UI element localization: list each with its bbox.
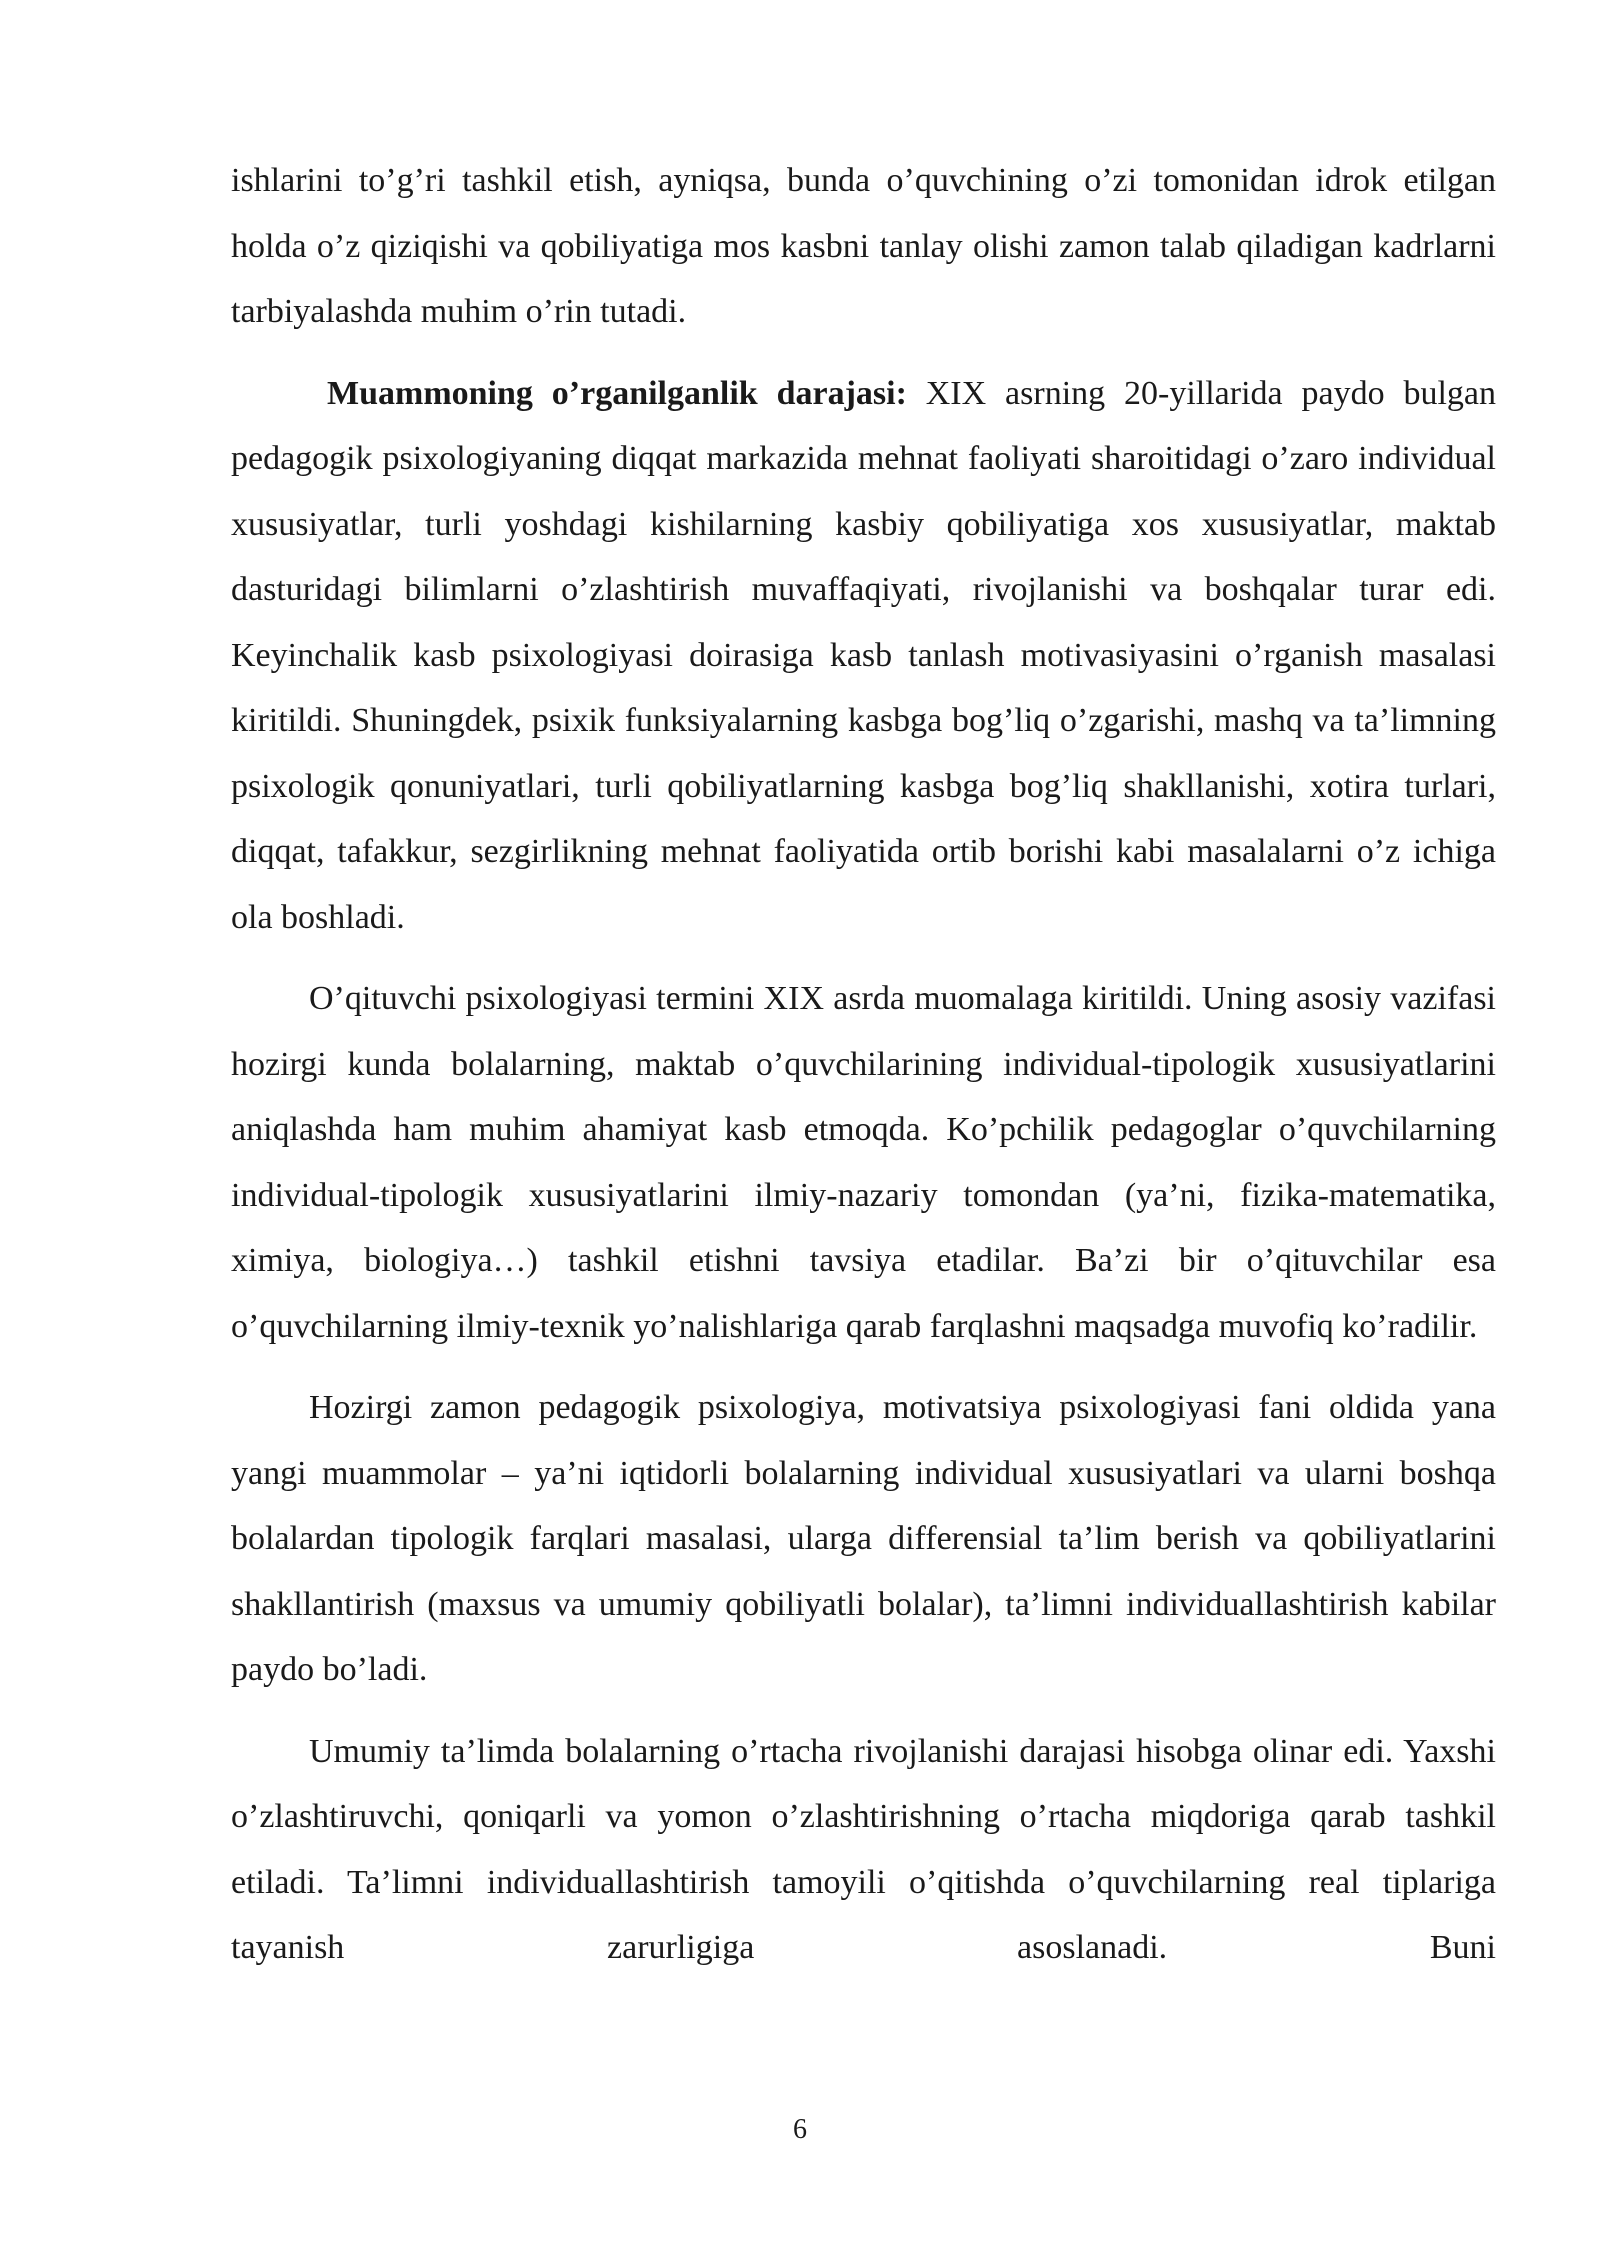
document-body [231,148,1496,1981]
paragraph-1 [231,148,1496,345]
page-number: 6 [793,2114,807,2145]
paragraph-3-text: O’qituvchi psixologiyasi termini XIX asrda muomalaga kiritildi. Uning asosiy vazifasi hozirgi kunda bolalarning, maktab o’quvchilarining individual-tipologik xususiyatlarini aniqlashda ham muhim ahamiyat kasb etmoqda. Ko’pchilik pedagoglar o’quvchilarning individual-tipologik xususiyatlarini ilmiy-nazariy tomondan (ya’ni, fizika-matematika, ximiya, biologiya…) tashkil etishni tavsiya etadilar. Ba’zi bir o’qituvchilar esa o’quvchilarning ilmiy-texnik yo’nalishlariga qarab farqlashni maqsadga muvofiq ko’radilir. [231,980,1496,1345]
section-heading: Muammoning o’rganilganlik darajasi: [327,374,907,412]
paragraph-2 [231,361,1496,951]
paragraph-2-text: XIX asrning 20-yillarida paydo bulgan pedagogik psixologiyaning diqqat markazida mehnat faoliyati sharoitidagi o’zaro individual xususiyatlar, turli yoshdagi kishilarning kasbiy qobiliyatiga xos xususiyatlar, maktab dasturidagi bilimlarni o’zlashtirish muvaffaqiyati, rivojlanishi va boshqalar turar edi. Keyinchalik kasb psixologiyasi doirasiga kasb tanlash motivasiyasini o’rganish masalasi kiritildi. Shuningdek, psixik funksiyalarning kasbga bog’liq o’zgarishi, mashq va ta’limning psixologik qonuniyatlari, turli qobiliyatlarning kasbga bog’liq shakllanishi, xotira turlari, diqqat, tafakkur, sezgirlikning mehnat faoliyatida ortib borishi kabi masalalarni o’z ichiga ola boshladi. [231,374,1496,936]
paragraph-1-text: ishlarini to’g’ri tashkil etish, ayniqsa, bunda o’quvchining o’zi tomonidan idrok etilgan holda o’z qiziqishi va qobiliyatiga mos kasbni tanlay olishi zamon talab qiladigan kadrlarni tarbiyalashda muhim o’rin tutadi. [231,162,1496,330]
paragraph-5 [231,1719,1496,1981]
paragraph-5-text: Umumiy ta’limda bolalarning o’rtacha rivojlanishi darajasi hisobga olinar edi. Yaxshi o’zlashtiruvchi, qoniqarli va yomon o’zlashtirishning o’rtacha miqdoriga qarab tashkil etiladi. Ta’limni individuallashtirish tamoyili o’qitishda o’quvchilarning real tiplariga tayanish zarurligiga asoslanadi. Buni [231,1732,1496,1966]
paragraph-4 [231,1375,1496,1703]
paragraph-3 [231,966,1496,1359]
paragraph-4-text: Hozirgi zamon pedagogik psixologiya, motivatsiya psixologiyasi fani oldida yana yangi muammolar – ya’ni iqtidorli bolalarning individual xususiyatlari va ularni boshqa bolalardan tipologik farqlari masalasi, ularga differensial ta’lim berish va qobiliyatlarini shakllantirish (maxsus va umumiy qobiliyatli bolalar), ta’limni individuallashtirish kabilar paydo bo’ladi. [231,1389,1496,1688]
